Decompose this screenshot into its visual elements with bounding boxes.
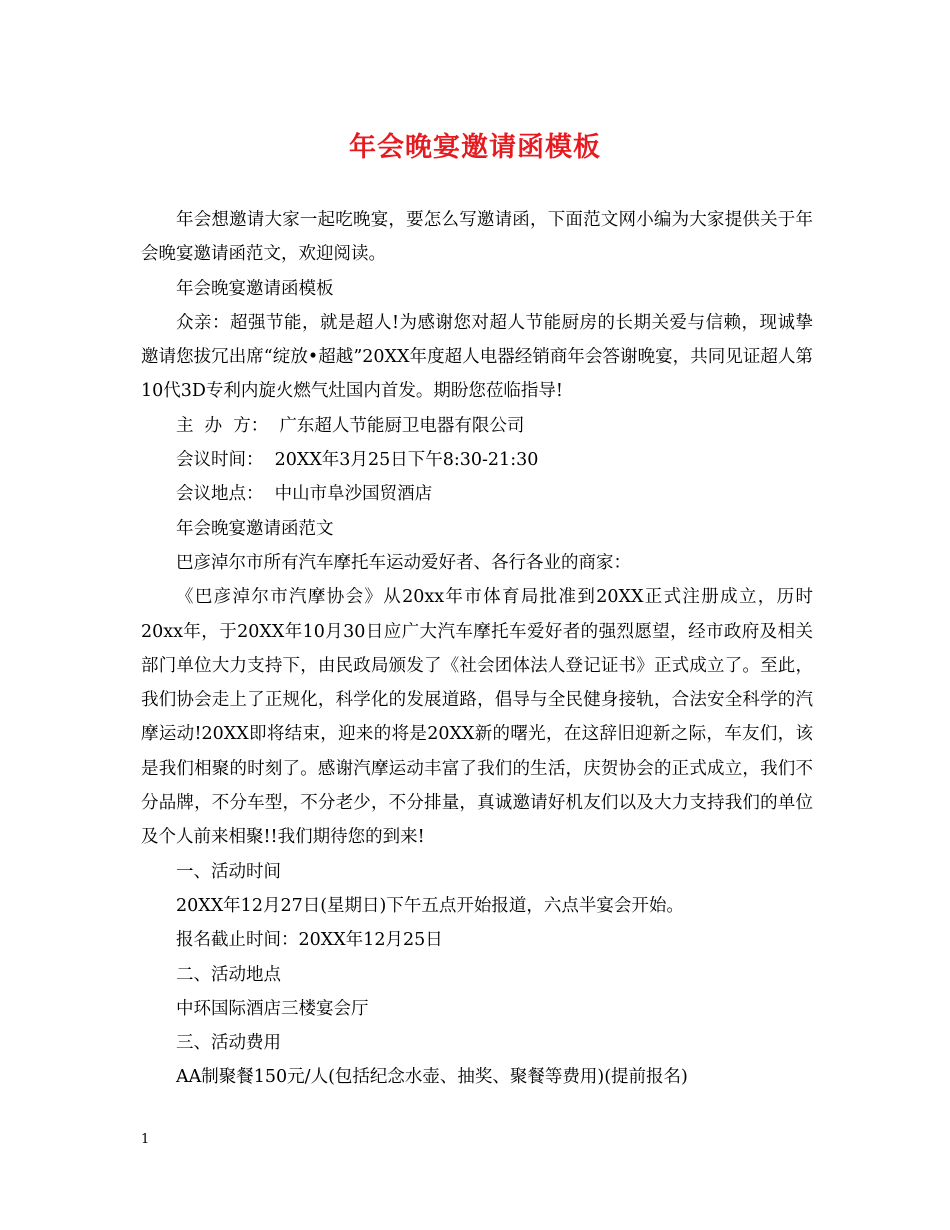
activity-fee-heading: 三、活动费用: [176, 1033, 281, 1054]
activity-time-detail: 20XX年12月27日(星期日)下午五点开始报道，六点半宴会开始。: [176, 895, 684, 916]
registration-deadline: 报名截止时间：20XX年12月25日: [176, 930, 443, 951]
meeting-location-line: 会议地点： 中山市阜沙国贸酒店: [176, 484, 433, 505]
invitation-paragraph: 众亲：超强节能，就是超人!为感谢您对超人节能厨房的长期关爱与信赖，现诚挚邀请您拔冗出席“绽放•超越”20XX年度超人电器经销商年会答谢晚宴，共同见证超人第10代3D专利内旋火燃气灶国内首发。期盼您莅临指导!: [141, 312, 813, 402]
document-title: 年会晚宴邀请函模板: [349, 132, 601, 163]
activity-location-heading: 二、活动地点: [176, 964, 281, 985]
meeting-time-line: 会议时间： 20XX年3月25日下午8:30-21:30: [176, 450, 539, 471]
page-number: 1: [141, 1132, 150, 1147]
activity-time-heading: 一、活动时间: [176, 861, 281, 882]
section-heading-sample: 年会晚宴邀请函范文: [176, 518, 334, 539]
association-paragraph: 《巴彦淖尔市汽摩协会》从20xx年市体育局批准到20XX正式注册成立，历时20xx年，于20XX年10月30日应广大汽车摩托车爱好者的强烈愿望，经市政府及相关部门单位大力支持下，由民政局颁发了《社会团体法人登记证书》正式成立了。至此，我们协会走上了正规化，科学化的发展道路，倡导与全民健身接轨，合法安全科学的汽摩运动!20XX即将结束，迎来的将是20XX新的曙光，在这辞旧迎新之际，车友们，该是我们相聚的时刻了。感谢汽摩运动丰富了我们的生活，庆贺协会的正式成立，我们不分品牌，不分车型，不分老少，不分排量，真诚邀请好机友们以及大力支持我们的单位及个人前来相聚!!我们期待您的到来!: [141, 587, 813, 848]
salutation-line: 巴彦淖尔市所有汽车摩托车运动爱好者、各行各业的商家：: [176, 552, 631, 573]
document-body: [141, 203, 813, 1095]
section-heading-template: 年会晚宴邀请函模板: [176, 278, 334, 299]
intro-paragraph: 年会想邀请大家一起吃晚宴，要怎么写邀请函，下面范文网小编为大家提供关于年会晚宴邀请函范文，欢迎阅读。: [141, 210, 813, 265]
activity-fee-detail: AA制聚餐150元/人(包括纪念水壶、抽奖、聚餐等费用)(提前报名): [176, 1067, 688, 1088]
activity-location-detail: 中环国际酒店三楼宴会厅: [176, 998, 369, 1019]
organizer-line: 主 办 方： 广东超人节能厨卫电器有限公司: [176, 415, 525, 436]
